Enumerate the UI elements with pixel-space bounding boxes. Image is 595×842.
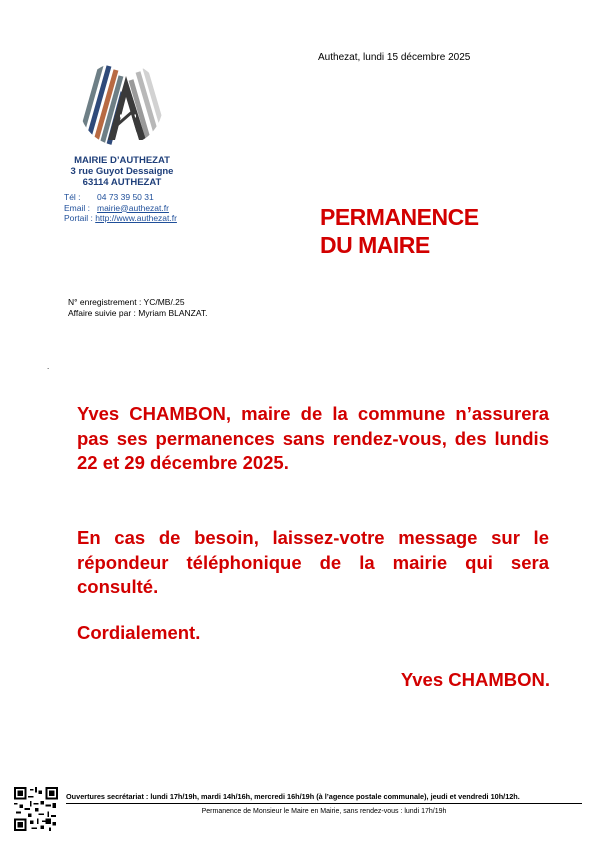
qr-code-icon <box>14 787 58 831</box>
contact-block <box>64 192 177 224</box>
portal-link[interactable]: http://www.authezat.fr <box>95 213 177 223</box>
phone-number: 04 73 39 50 31 <box>97 192 154 202</box>
title-line-1: PERMANENCE <box>320 204 479 230</box>
body-paragraph-1: Yves CHAMBON, maire de la commune n’assurera pas ses permanences sans rendez-vous, des lundis 22 et 29 décembre 2025. <box>77 403 549 473</box>
sender-city: 63114 AUTHEZAT <box>82 177 162 188</box>
registration-number: N° enregistrement : YC/MB/.25 <box>68 297 185 307</box>
followed-by: Affaire suivie par : Myriam BLANZAT. <box>68 308 208 318</box>
letter-date: Authezat, lundi 15 décembre 2025 <box>318 52 471 63</box>
phone-label: Tél : <box>64 192 81 202</box>
closing-line: Cordialement. <box>77 622 201 643</box>
stray-mark: . <box>47 362 50 371</box>
title-line-2: DU MAIRE <box>320 232 430 258</box>
body-paragraph-2: En cas de besoin, laissez-votre message sur le répondeur téléphonique de la mairie qui sera consulté. <box>77 527 549 597</box>
sender-street: 3 rue Guyot Dessaigne <box>70 166 174 177</box>
signature: Yves CHAMBON. <box>400 669 550 690</box>
portal-label: Portail : <box>64 213 93 223</box>
sender-name: MAIRIE D’AUTHEZAT <box>74 155 170 166</box>
sender-block <box>52 155 192 188</box>
email-label: Email : <box>64 202 90 213</box>
footer-mayor-hours: Permanence de Monsieur le Maire en Mairie, sans rendez-vous : lundi 17h/19h <box>201 808 447 815</box>
reference-block <box>68 297 208 319</box>
document-title <box>320 203 479 259</box>
mairie-logo <box>76 62 166 152</box>
footer-divider <box>66 803 582 804</box>
footer-opening-hours: Ouvertures secrétariat : lundi 17h/19h, mardi 14h/16h, mercredi 16h/19h (à l’agence postale communale), jeudi et vendredi 10h/12h. <box>66 792 520 801</box>
email-link[interactable]: mairie@authezat.fr <box>97 202 169 213</box>
